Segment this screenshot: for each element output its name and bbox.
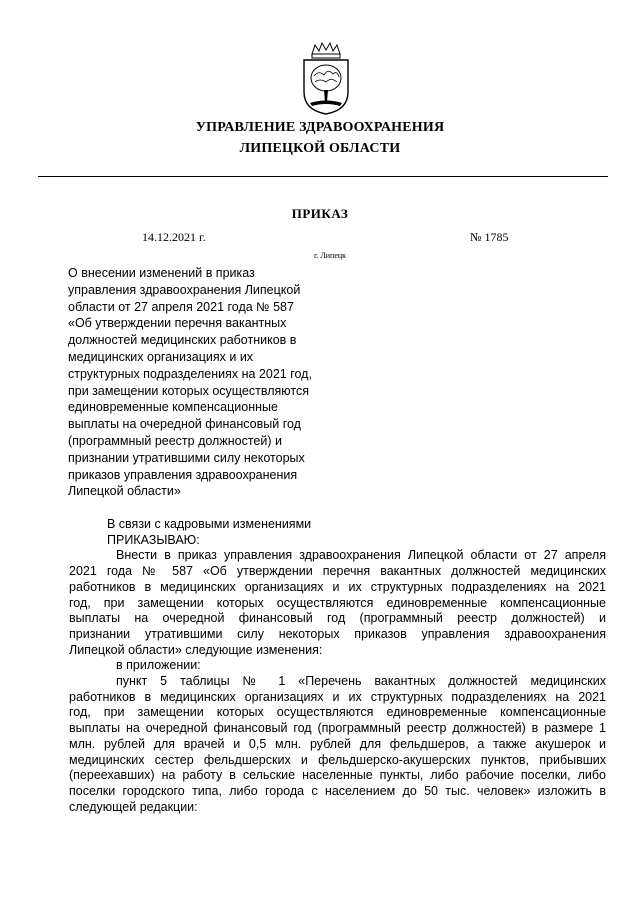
paragraph-3-line: млн. рублей для врачей и 0,5 млн. рублей для фельдшеров, а также акушерок и xyxy=(69,736,606,751)
subject-line: единовременные компенсационные xyxy=(68,400,278,415)
paragraph-1-line: год, при замещении которых осуществляются единовременные компенсационные xyxy=(69,595,606,610)
order-number: № 1785 xyxy=(470,230,509,244)
subject-line: должностей медицинских работников в xyxy=(68,333,297,348)
subject-line: управления здравоохранения Липецкой xyxy=(68,282,301,297)
order-date: 14.12.2021 г. xyxy=(142,230,206,244)
subject-line: при замещении которых осуществляются xyxy=(68,383,309,398)
subject-line: О внесении изменений в приказ xyxy=(68,266,255,280)
command-text: ПРИКАЗЫВАЮ: xyxy=(107,532,200,547)
subject-line: (программный реестр должностей) и xyxy=(68,433,282,448)
subject-line: Липецкой области» xyxy=(68,484,181,499)
subject-line: структурных подразделениях на 2021 год, xyxy=(68,366,312,381)
paragraph-3-line: поселки городского типа, либо города с населением до 50 тыс. человек» изложить в xyxy=(69,783,606,798)
order-subject xyxy=(68,265,318,500)
paragraph-3-line: (переехавших) на работу в сельские населенные пункты, либо рабочие поселки, либо xyxy=(69,768,606,783)
paragraph-2: в приложении: xyxy=(116,658,201,673)
paragraph-1-line: 2021 года № 587 «Об утверждении перечня вакантных должностей медицинских xyxy=(69,564,606,579)
paragraph-1-line: Липецкой области» следующие изменения: xyxy=(69,642,323,657)
subject-line: медицинских организациях и их xyxy=(68,349,254,364)
paragraph-3-line: следующей редакции: xyxy=(69,799,198,814)
body-text xyxy=(69,517,606,815)
subject-line: области от 27 апреля 2021 года № 587 xyxy=(68,299,294,314)
subject-line: выплаты на очередной финансовый год xyxy=(68,417,301,432)
subject-line: «Об утверждении перечня вакантных xyxy=(68,316,287,331)
paragraph-3-line: год, при замещении которых осуществляются единовременные компенсационные xyxy=(69,705,606,720)
subject-line: приказов управления здравоохранения xyxy=(68,467,298,482)
organization-name-line2: ЛИПЕЦКОЙ ОБЛАСТИ xyxy=(239,141,401,156)
lipetsk-coat-of-arms-icon xyxy=(300,40,352,116)
paragraph-3-line: работников в медицинских организациях и их структурных подразделениях на 2021 xyxy=(69,689,606,704)
paragraph-1-line: выплаты на очередной финансовый год (программный реестр должностей) и xyxy=(69,611,606,626)
paragraph-1-line: признании утратившими силу некоторых приказов управления здравоохранения xyxy=(69,626,606,641)
intro-text: В связи с кадровыми изменениями xyxy=(107,517,312,531)
organization-name-line1: УПРАВЛЕНИЕ ЗДРАВООХРАНЕНИЯ xyxy=(195,120,445,135)
subject-line: признании утратившими силу некоторых xyxy=(68,450,305,465)
paragraph-3-line: пункт 5 таблицы № 1 «Перечень вакантных должностей медицинских xyxy=(116,674,606,689)
paragraph-1-line: Внести в приказ управления здравоохранения Липецкой области от 27 апреля xyxy=(116,548,606,563)
paragraph-1-line: работников в медицинских организациях и их структурных подразделениях на 2021 xyxy=(69,579,606,594)
paragraph-3-line: медицинских сестер фельдшерских и фельдшерско-акушерских пунктов, прибывших xyxy=(69,752,606,767)
document-title: ПРИКАЗ xyxy=(291,206,349,221)
paragraph-3-line: выплаты на очередной финансовый год (программный реестр должностей) в размере 1 xyxy=(69,721,606,736)
order-city: г. Липецк xyxy=(313,251,347,260)
header-divider xyxy=(38,176,608,177)
